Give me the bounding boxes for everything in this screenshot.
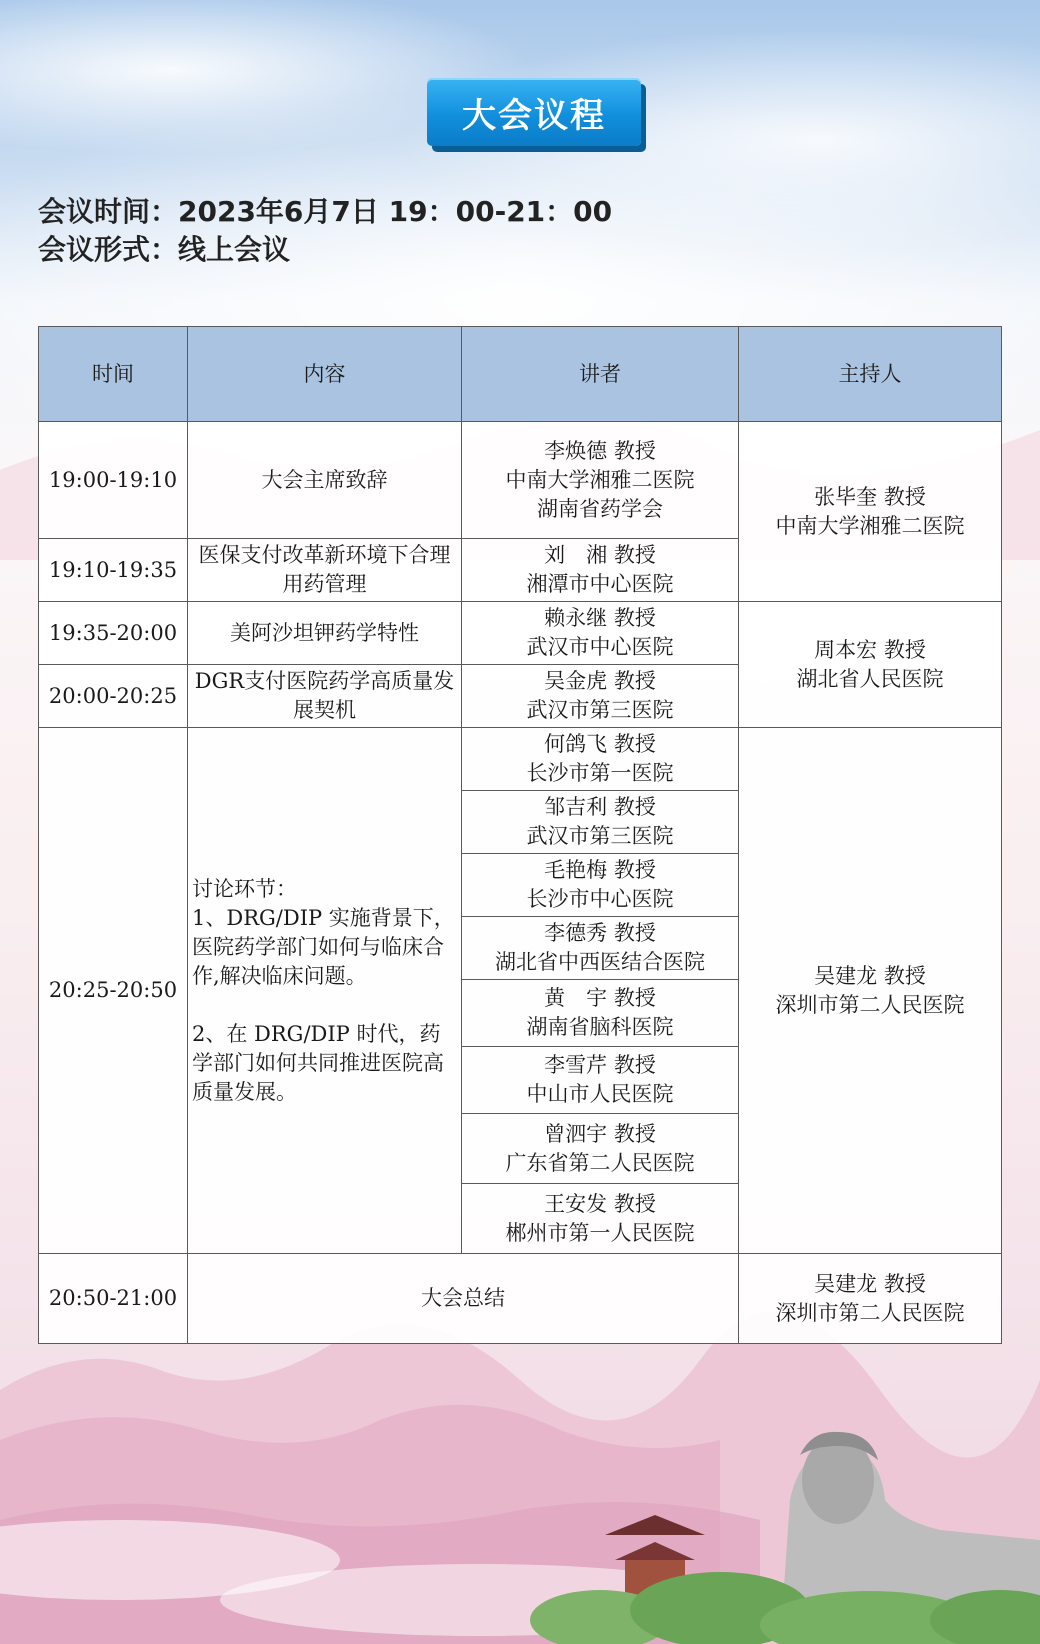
speaker-cell — [462, 539, 739, 602]
discussion-item-2: 2、在 DRG/DIP 时代，药学部门如何共同推进医院高质量发展。 — [192, 1021, 444, 1104]
header-content: 内容 — [188, 327, 462, 422]
speaker-org: 湖北省中西医结合医院 — [495, 950, 705, 974]
meeting-format: 会议形式：线上会议 — [38, 233, 291, 266]
host-org: 湖北省人民医院 — [796, 666, 944, 691]
time-cell: 20:00-20:25 — [39, 665, 188, 728]
host-name: 张毕奎 教授 — [814, 484, 926, 509]
speaker-cell — [462, 1047, 739, 1114]
speaker-cell — [462, 422, 739, 539]
speaker-org: 武汉市第三医院 — [526, 824, 674, 848]
time-cell: 20:25-20:50 — [39, 728, 188, 1254]
speaker-cell — [462, 917, 739, 980]
time-cell: 19:35-20:00 — [39, 602, 188, 665]
content-cell: 大会总结 — [188, 1254, 739, 1344]
speaker-name: 李焕德 教授 — [544, 438, 656, 463]
content-cell: DGR支付医院药学高质量发展契机 — [188, 665, 462, 728]
discussion-cell — [188, 728, 462, 1254]
table-header-row — [39, 327, 1002, 422]
speaker-name: 王安发 教授 — [544, 1191, 656, 1216]
speaker-cell — [462, 602, 739, 665]
speaker-org: 武汉市中心医院 — [526, 635, 674, 659]
speaker-org: 湖南省脑科医院 — [526, 1015, 674, 1039]
host-org: 深圳市第二人民医院 — [775, 992, 965, 1017]
host-org: 深圳市第二人民医院 — [775, 1300, 965, 1325]
table-row — [39, 1254, 1002, 1344]
host-cell — [739, 602, 1002, 728]
speaker-cell — [462, 854, 739, 917]
speaker-name: 李德秀 教授 — [544, 921, 656, 945]
speaker-name: 黄 宇 教授 — [544, 986, 656, 1010]
time-cell: 19:10-19:35 — [39, 539, 188, 602]
table-row — [39, 728, 1002, 791]
speaker-org: 长沙市第一医院 — [526, 761, 674, 785]
host-cell — [739, 728, 1002, 1254]
speaker-name: 赖永继 教授 — [544, 606, 656, 630]
time-cell: 20:50-21:00 — [39, 1254, 188, 1344]
speaker-name: 邹吉利 教授 — [544, 795, 656, 819]
speaker-org: 湘潭市中心医院 — [526, 572, 674, 596]
speaker-name: 李雪芹 教授 — [544, 1053, 656, 1077]
header-speaker: 讲者 — [462, 327, 739, 422]
speaker-cell — [462, 1184, 739, 1254]
content-cell: 大会主席致辞 — [188, 422, 462, 539]
header-time: 时间 — [39, 327, 188, 422]
host-cell — [739, 1254, 1002, 1344]
speaker-org: 郴州市第一人民医院 — [505, 1220, 695, 1245]
table-row — [39, 602, 1002, 665]
speaker-cell — [462, 1114, 739, 1184]
page-title: 大会议程 — [427, 78, 641, 146]
discussion-title: 讨论环节： — [192, 876, 297, 901]
discussion-item-1: 1、DRG/DIP 实施背景下，医院药学部门如何与临床合作,解决临床问题。 — [192, 905, 455, 988]
speaker-org: 武汉市第三医院 — [526, 698, 674, 722]
speaker-cell — [462, 665, 739, 728]
speaker-cell — [462, 791, 739, 854]
host-name: 吴建龙 教授 — [814, 1271, 926, 1296]
speaker-org: 长沙市中心医院 — [526, 887, 674, 911]
content-cell: 美阿沙坦钾药学特性 — [188, 602, 462, 665]
speaker-name: 曾泗宇 教授 — [544, 1121, 656, 1146]
speaker-org: 湖南省药学会 — [537, 496, 663, 521]
host-org: 中南大学湘雅二医院 — [775, 513, 965, 538]
table-row — [39, 422, 1002, 539]
content-cell: 医保支付改革新环境下合理用药管理 — [188, 539, 462, 602]
agenda-table — [38, 326, 1002, 1344]
speaker-name: 吴金虎 教授 — [544, 669, 656, 693]
speaker-org: 中南大学湘雅二医院 — [505, 467, 695, 492]
speaker-org: 广东省第二人民医院 — [505, 1150, 695, 1175]
host-cell — [739, 422, 1002, 602]
speaker-cell — [462, 980, 739, 1047]
header-host: 主持人 — [739, 327, 1002, 422]
speaker-cell — [462, 728, 739, 791]
speaker-name: 毛艳梅 教授 — [544, 858, 656, 882]
speaker-org: 中山市人民医院 — [526, 1082, 674, 1106]
host-name: 吴建龙 教授 — [814, 963, 926, 988]
host-name: 周本宏 教授 — [814, 637, 926, 662]
speaker-name: 刘 湘 教授 — [544, 543, 656, 567]
meeting-time: 会议时间：2023年6月7日 19：00-21：00 — [38, 195, 613, 228]
time-cell: 19:00-19:10 — [39, 422, 188, 539]
speaker-name: 何鸽飞 教授 — [544, 732, 656, 756]
